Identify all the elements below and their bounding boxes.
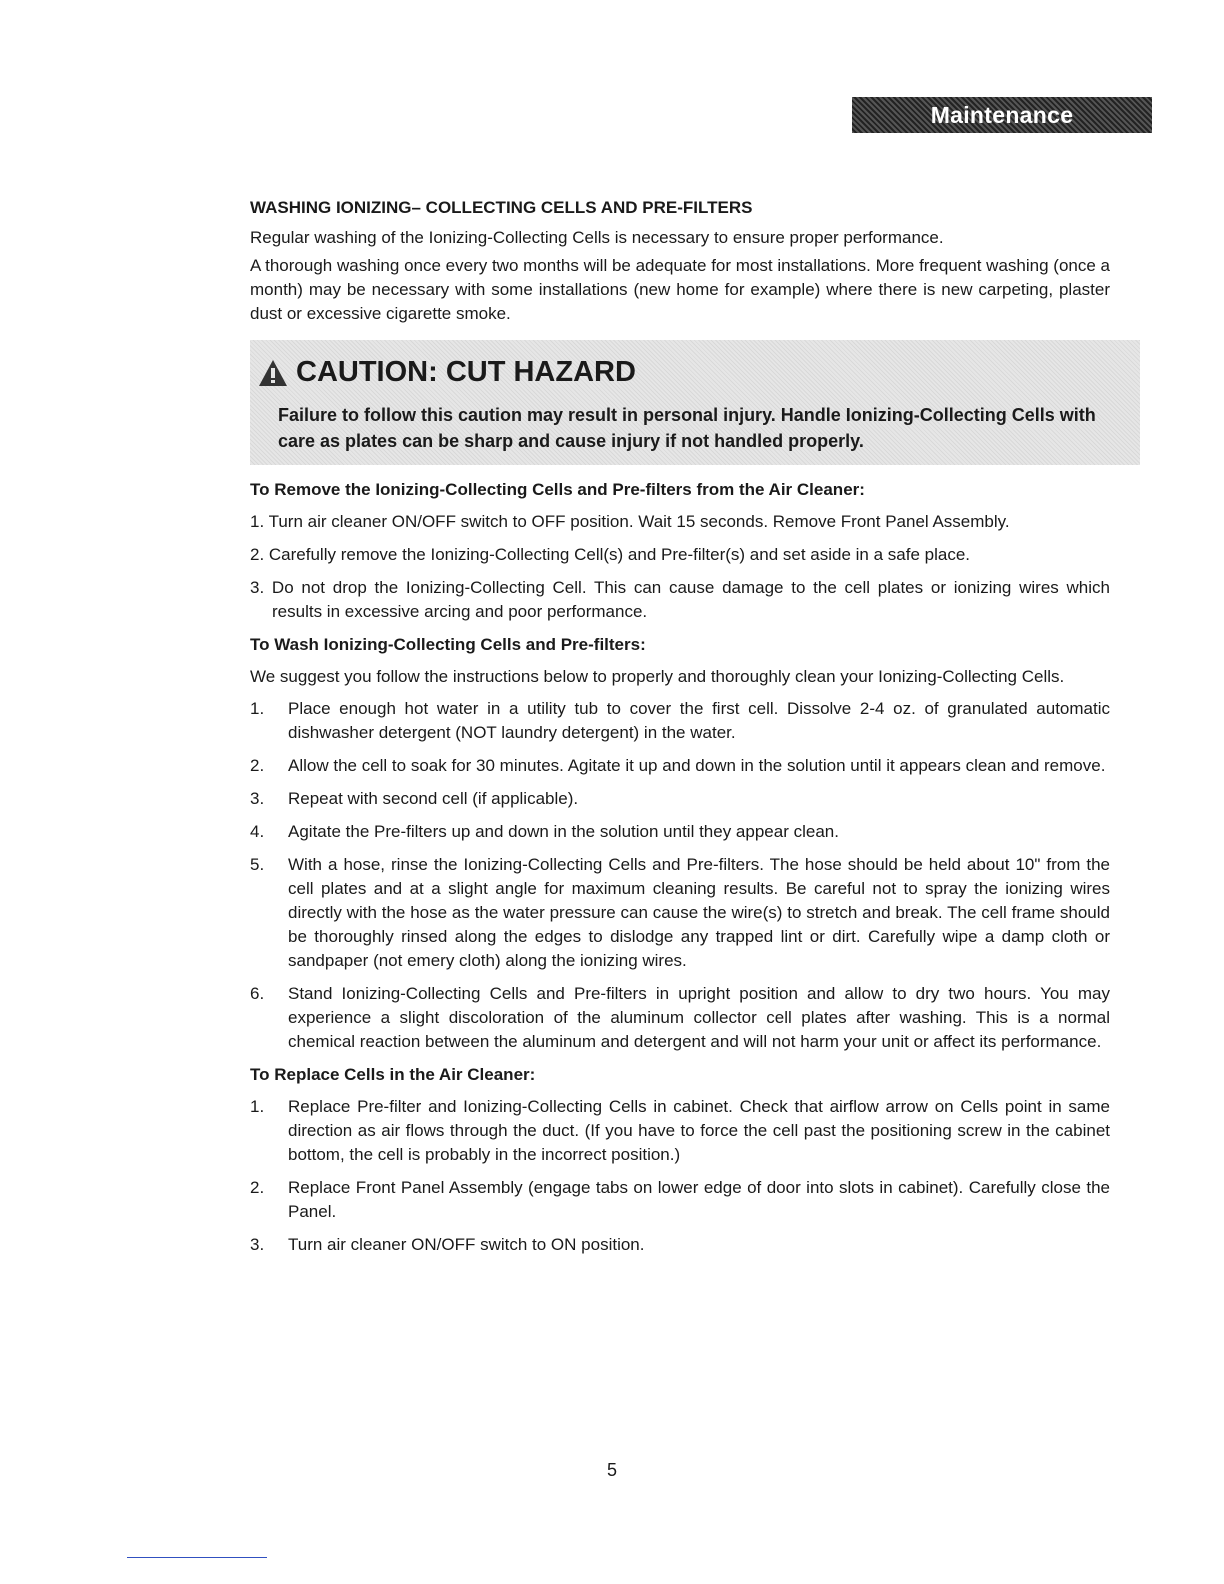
item-number: 5. bbox=[250, 855, 265, 874]
wash-heading: To Wash Ionizing-Collecting Cells and Pre-filters: bbox=[250, 635, 646, 654]
item-text: Turn air cleaner ON/OFF switch to ON position. bbox=[288, 1235, 645, 1254]
item-text: Replace Front Panel Assembly (engage tabs on lower edge of door into slots in cabinet). Carefully close the Panel. bbox=[288, 1178, 1110, 1221]
item-number: 2. bbox=[250, 756, 265, 775]
caution-body: Failure to follow this caution may result in personal injury. Handle Ionizing-Collecting Cells with care as plates can be sharp and cause injury if not handled properly. bbox=[278, 405, 1096, 451]
list-item bbox=[250, 1095, 1110, 1167]
list-item bbox=[250, 820, 1110, 844]
intro-paragraph: Regular washing of the Ionizing-Collecting Cells is necessary to ensure proper performance. bbox=[250, 228, 944, 247]
list-item bbox=[250, 787, 1110, 811]
caution-box bbox=[250, 340, 1140, 465]
warning-triangle-icon bbox=[258, 359, 288, 387]
replace-heading: To Replace Cells in the Air Cleaner: bbox=[250, 1065, 536, 1084]
item-text: Stand Ionizing-Collecting Cells and Pre-filters in upright position and allow to dry two hours. You may experience a slight discoloration of the aluminum collector cell plates after washing. This is a normal chemical reaction between the aluminum and detergent and will not harm your unit or affect its performance. bbox=[288, 984, 1110, 1051]
list-item bbox=[250, 853, 1110, 973]
item-number: 1. bbox=[250, 699, 265, 718]
section-title: Maintenance bbox=[930, 101, 1074, 128]
item-text: Replace Pre-filter and Ionizing-Collecting Cells in cabinet. Check that airflow arrow on Cells point in same direction as air flows through the duct. (If you have to force the cell past the positioning screw in the cabinet bottom, the cell is probably in the incorrect position.) bbox=[288, 1097, 1110, 1164]
list-item bbox=[250, 982, 1110, 1054]
item-text: With a hose, rinse the Ionizing-Collecting Cells and Pre-filters. The hose should be held about 10" from the cell plates and at a slight angle for maximum cleaning results. Be careful not to spray the ionizing wires directly with the hose as the water pressure can cause the wire(s) to stretch and break. The cell frame should be thoroughly rinsed along the edges to dislodge any trapped lint or dirt. Carefully wipe a damp cloth or sandpaper (not emery cloth) along the ionizing wires. bbox=[288, 855, 1110, 970]
footer-divider bbox=[127, 1557, 267, 1558]
item-number: 3. bbox=[250, 1235, 265, 1254]
list-item bbox=[250, 697, 1110, 745]
remove-heading: To Remove the Ionizing-Collecting Cells and Pre-filters from the Air Cleaner: bbox=[250, 480, 865, 499]
list-item: 3. Do not drop the Ionizing-Collecting Cell. This can cause damage to the cell plates or ionizing wires which results in excessive arcing and poor performance. bbox=[250, 578, 1110, 621]
caution-title bbox=[258, 356, 636, 389]
page-heading: WASHING IONIZING– COLLECTING CELLS AND PRE-FILTERS bbox=[250, 198, 753, 217]
item-number: 3. bbox=[250, 789, 265, 808]
item-text: Agitate the Pre-filters up and down in the solution until they appear clean. bbox=[288, 822, 839, 841]
list-item bbox=[250, 754, 1110, 778]
list-item bbox=[250, 1233, 1110, 1257]
item-text: Allow the cell to soak for 30 minutes. Agitate it up and down in the solution until it appears clean and remove. bbox=[288, 756, 1106, 775]
section-header-maintenance bbox=[852, 97, 1152, 133]
item-number: 6. bbox=[250, 984, 265, 1003]
item-number: 1. bbox=[250, 1097, 265, 1116]
list-item: 1. Turn air cleaner ON/OFF switch to OFF position. Wait 15 seconds. Remove Front Panel Assembly. bbox=[250, 512, 1010, 531]
item-number: 2. bbox=[250, 1178, 265, 1197]
wash-intro: We suggest you follow the instructions below to properly and thoroughly clean your Ionizing-Collecting Cells. bbox=[250, 667, 1065, 686]
page-number: 5 bbox=[606, 1460, 617, 1480]
item-number: 4. bbox=[250, 822, 265, 841]
item-text: Place enough hot water in a utility tub to cover the first cell. Dissolve 2-4 oz. of granulated automatic dishwasher detergent (NOT laundry detergent) in the water. bbox=[288, 699, 1110, 742]
list-item bbox=[250, 1176, 1110, 1224]
item-text: Repeat with second cell (if applicable). bbox=[288, 789, 579, 808]
remove-section bbox=[250, 478, 1110, 1266]
intro-section bbox=[250, 196, 1110, 330]
list-item: 2. Carefully remove the Ionizing-Collecting Cell(s) and Pre-filter(s) and set aside in a safe place. bbox=[250, 545, 970, 564]
intro-paragraph: A thorough washing once every two months will be adequate for most installations. More frequent washing (once a month) may be necessary with some installations (new home for example) where there is new carpeting, plaster dust or excessive cigarette smoke. bbox=[250, 256, 1110, 323]
caution-title-text: CAUTION: CUT HAZARD bbox=[296, 356, 636, 388]
